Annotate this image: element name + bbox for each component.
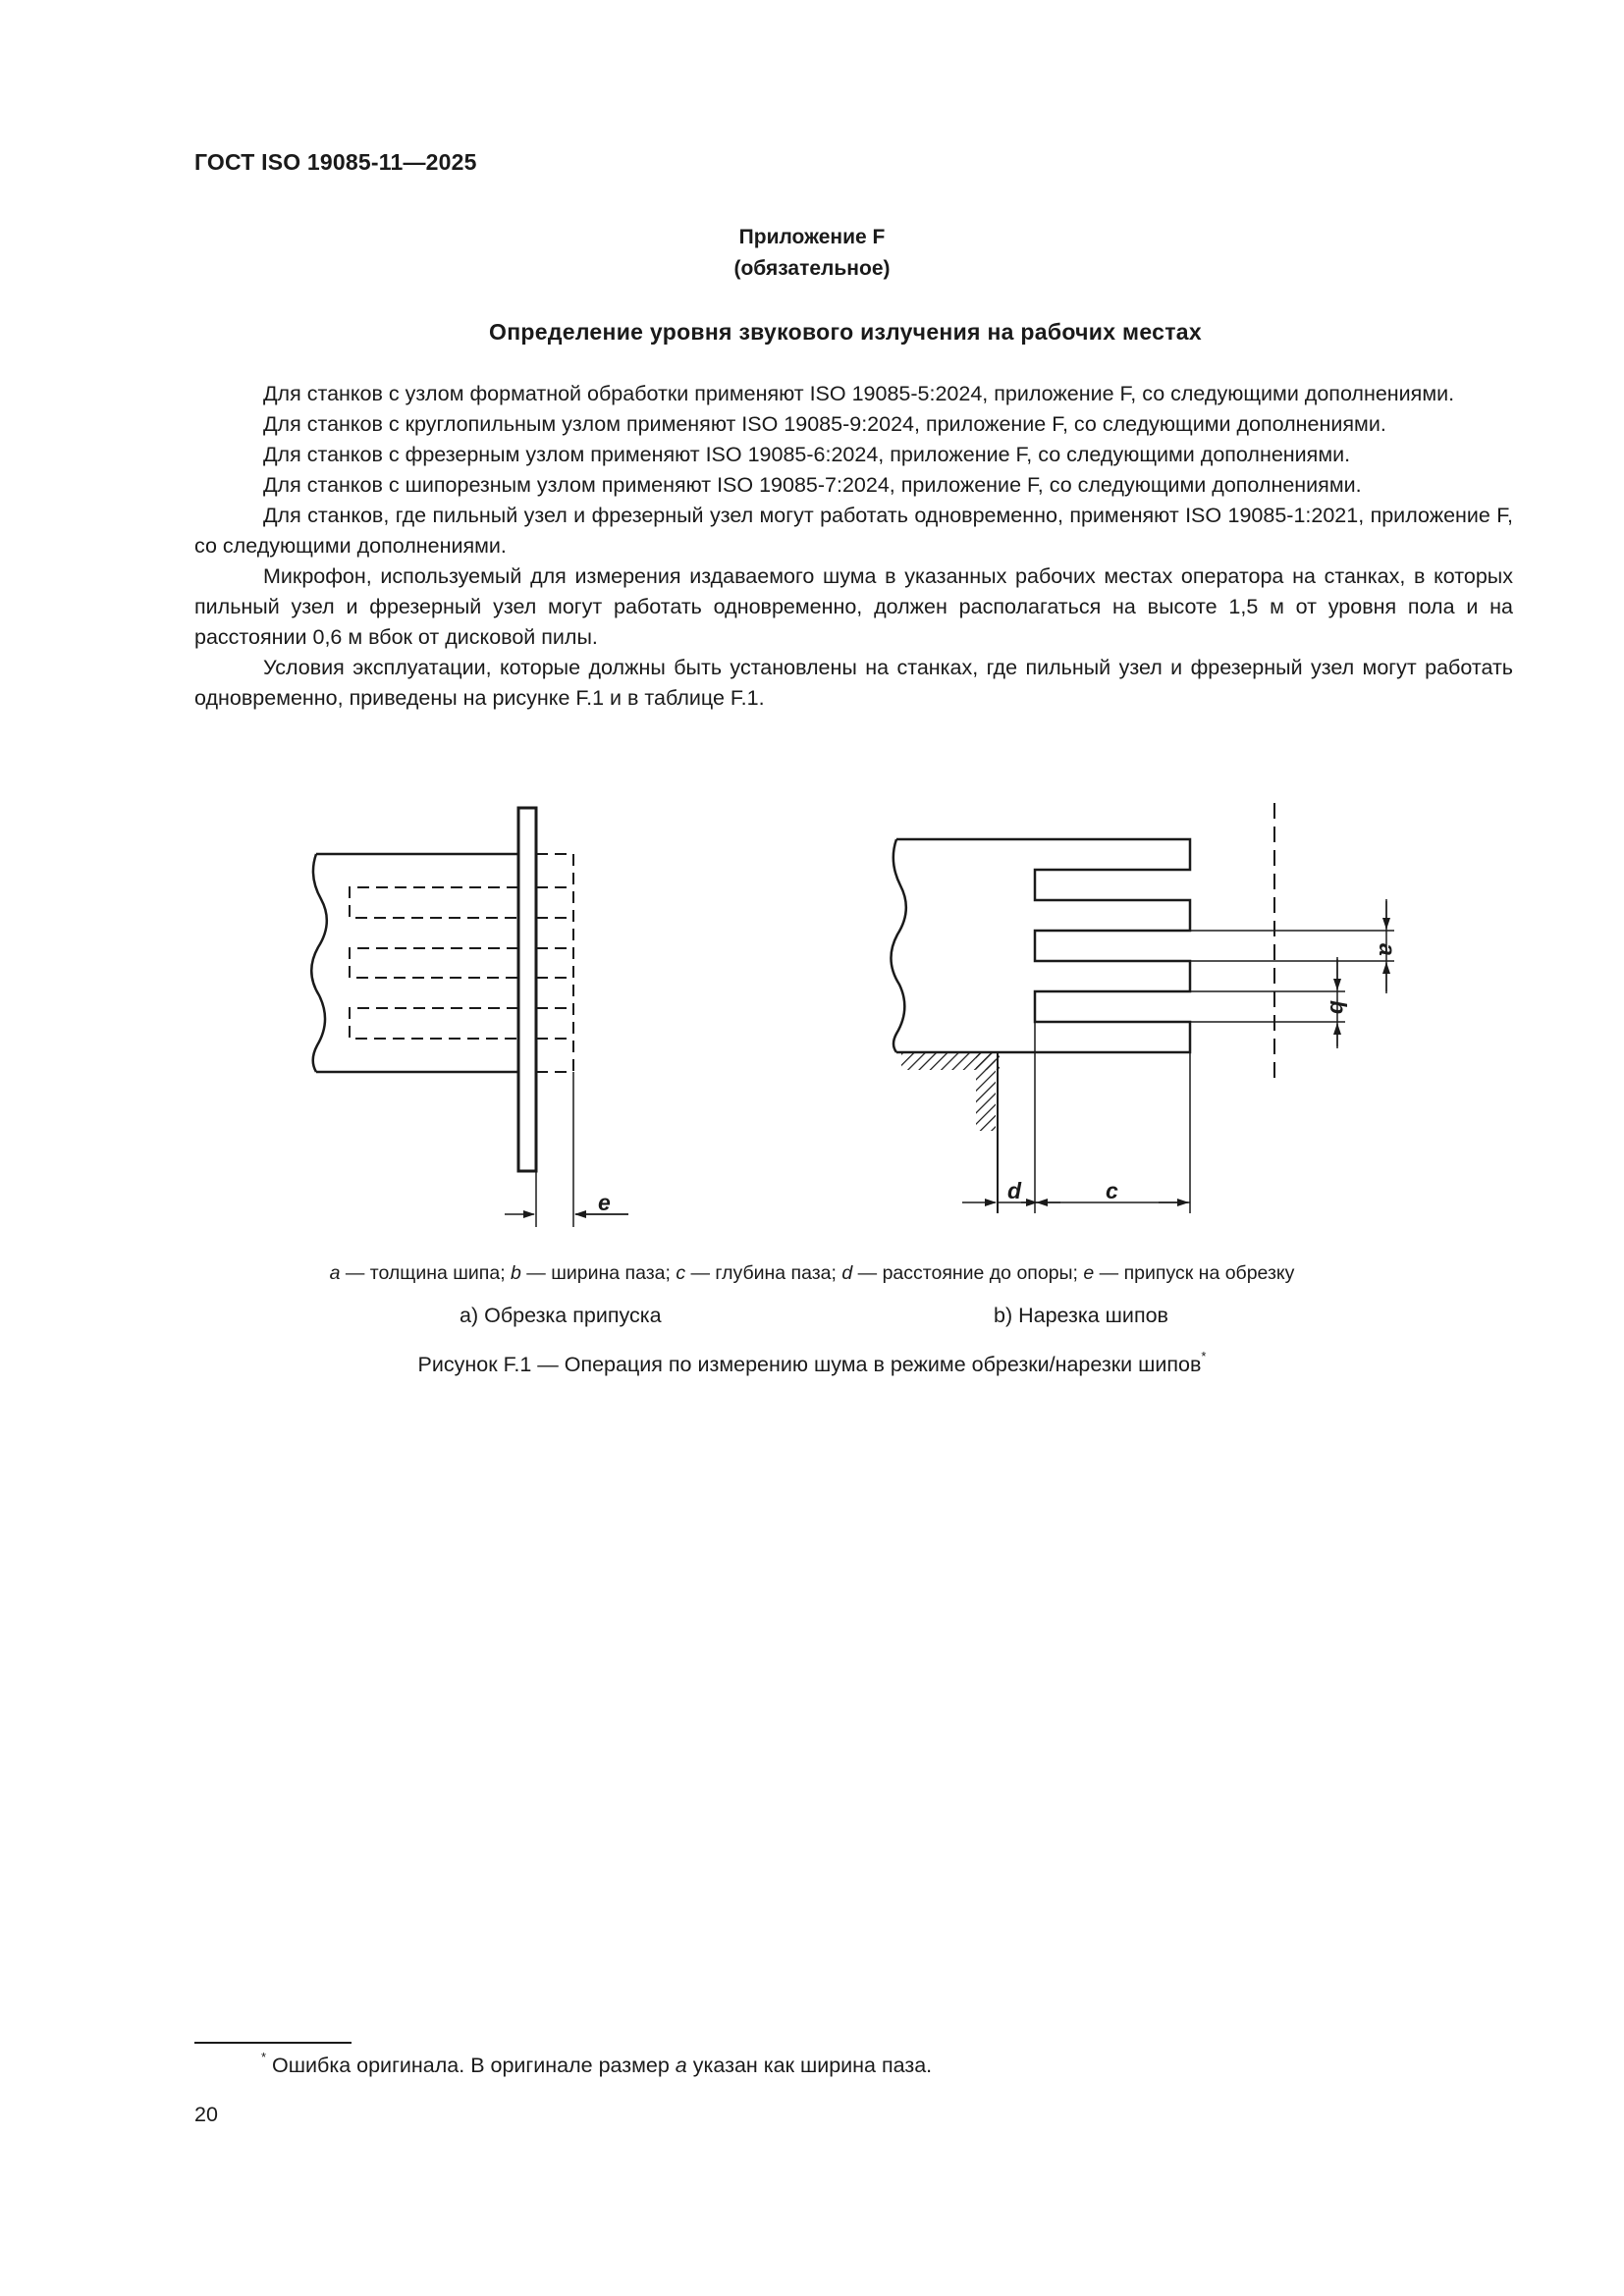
dim-label-a: a xyxy=(1375,943,1400,956)
paragraph-5: Для станков, где пильный узел и фрезерный узел могут работать одновременно, применяют ISO 19085-1:2021, приложение F, со следующими дополнениями. xyxy=(194,504,1513,558)
dim-label-d: d xyxy=(1007,1178,1022,1203)
legend-sym-c: c xyxy=(676,1262,686,1284)
legend-text-e: — припуск на обрезку xyxy=(1094,1262,1295,1284)
subfigure-a-label: a) Обрезка припуска xyxy=(460,1304,662,1327)
legend-sym-e: e xyxy=(1083,1262,1095,1284)
saw-blade xyxy=(518,808,536,1171)
dim-label-c: c xyxy=(1106,1178,1118,1203)
figure-caption xyxy=(0,1349,1624,1377)
paragraph-7: Условия эксплуатации, которые должны быть установлены на станках, где пильный узел и фрезерный узел могут работать одновременно, приведены на рисунке F.1 и в таблице F.1. xyxy=(194,656,1513,710)
legend-sym-d: d xyxy=(841,1262,853,1284)
figure-legend xyxy=(0,1262,1624,1285)
drawing-b-tenoning xyxy=(891,803,1394,1213)
legend-sym-a: a xyxy=(329,1262,341,1284)
workpiece-b-break xyxy=(891,839,905,1052)
dim-label-b: b xyxy=(1326,1000,1351,1015)
figure-caption-footnote-mark: * xyxy=(1201,1349,1207,1363)
slot-outlines xyxy=(350,887,573,1039)
legend-sym-b: b xyxy=(511,1262,521,1284)
footnote-text-2: указан как ширина паза. xyxy=(686,2054,933,2077)
page-number: 20 xyxy=(194,2103,218,2126)
annex-title: Приложение F xyxy=(738,226,886,248)
standard-header: ГОСТ ISO 19085-11—2025 xyxy=(194,149,477,175)
paragraph-4: Для станков с шипорезным узлом применяют ISO 19085-7:2024, приложение F, со следующими дополнениями. xyxy=(263,473,1362,497)
paragraph-6: Микрофон, используемый для измерения издаваемого шума в указанных рабочих местах оператора на станках, в которых пильный узел и фрезерный узел могут работать одновременно, должен располагаться на высоте 1,5 м от уровня пола и на расстоянии 0,6 м вбок от дисковой пилы. xyxy=(194,564,1513,649)
annex-status: (обязательное) xyxy=(733,257,891,280)
paragraph-2: Для станков с круглопильным узлом применяют ISO 19085-9:2024, приложение F, со следующими дополнениями. xyxy=(263,412,1386,436)
paragraph-3: Для станков с фрезерным узлом применяют ISO 19085-6:2024, приложение F, со следующими дополнениями. xyxy=(263,443,1351,466)
footnote-mark: * xyxy=(261,2050,267,2064)
figure-caption-text: Рисунок F.1 — Операция по измерению шума в режиме обрезки/нарезки шипов xyxy=(417,1353,1202,1376)
legend-text-b: — ширина паза; xyxy=(520,1262,677,1284)
legend-text-d: — расстояние до опоры; xyxy=(852,1262,1084,1284)
footnote-separator xyxy=(194,2042,352,2044)
footnote-text-1: Ошибка оригинала. В оригинале размер xyxy=(266,2054,676,2077)
paragraph-1: Для станков с узлом форматной обработки применяют ISO 19085-5:2024, приложение F, со следующими дополнениями. xyxy=(263,382,1455,405)
workpiece-b xyxy=(896,839,1190,1052)
dim-label-e: e xyxy=(598,1190,611,1215)
footnote xyxy=(261,2050,933,2078)
legend-text-c: — глубина паза; xyxy=(685,1262,842,1284)
subfigure-b-label: b) Нарезка шипов xyxy=(994,1304,1168,1327)
legend-text-a: — толщина шипа; xyxy=(340,1262,512,1284)
support-hatch-side xyxy=(976,1052,996,1131)
drawing-a-trimming xyxy=(311,808,628,1227)
footnote-sym: a xyxy=(675,2054,687,2077)
section-heading: Определение уровня звукового излучения на рабочих местах xyxy=(489,319,1202,345)
